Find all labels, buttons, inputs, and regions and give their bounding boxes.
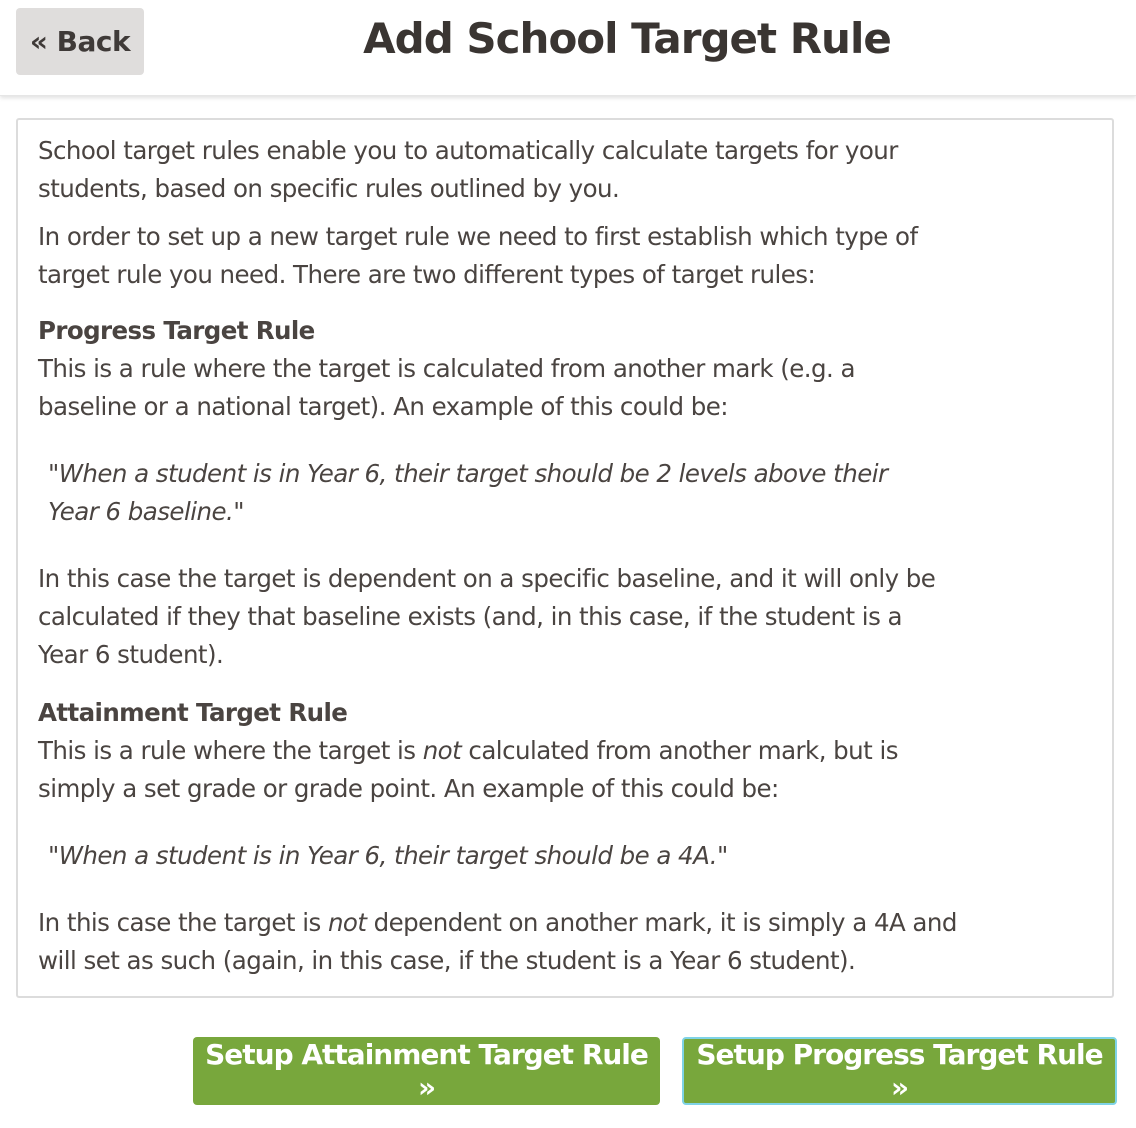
attainment-rule-description: [38, 732, 958, 808]
progress-rule-heading: Progress Target Rule: [38, 316, 315, 345]
text-segment: dependent on another mark, it is simply a 4A and will set as such (again, in this case, if the student is a Year 6 student).: [38, 908, 957, 975]
progress-rule-explanation: In this case the target is dependent on a specific baseline, and it will only be calculated if they that baseline exists (and, in this case, if the student is a Year 6 student).: [38, 564, 936, 669]
page-header: [0, 0, 1136, 96]
text-segment: This is a rule where the target is: [38, 736, 423, 765]
attainment-rule-explanation: [38, 904, 958, 980]
intro-paragraph-2: In order to set up a new target rule we need to first establish which type of target rule you need. There are two different types of target rules:: [38, 222, 918, 289]
progress-rule-description: This is a rule where the target is calculated from another mark (e.g. a baseline or a national target). An example of this could be:: [38, 354, 855, 421]
setup-progress-rule-button[interactable]: Setup Progress Target Rule »: [682, 1037, 1117, 1105]
back-button[interactable]: « Back: [16, 8, 144, 75]
progress-rule-example: "When a student is in Year 6, their target should be 2 levels above their Year 6 baseline.": [48, 459, 888, 526]
text-segment: calculated from another mark, but is simply a set grade or grade point. An example of this could be:: [38, 736, 898, 803]
emphasis-text: not: [327, 908, 367, 937]
page-title: Add School Target Rule: [363, 14, 891, 63]
text-segment: In this case the target is: [38, 908, 328, 937]
setup-attainment-rule-button[interactable]: Setup Attainment Target Rule »: [193, 1037, 660, 1105]
attainment-rule-heading: Attainment Target Rule: [38, 698, 348, 727]
attainment-rule-example: "When a student is in Year 6, their target should be a 4A.": [48, 841, 728, 870]
emphasis-text: not: [422, 736, 462, 765]
intro-paragraph: School target rules enable you to automatically calculate targets for your students, based on specific rules outlined by you.: [38, 136, 898, 203]
info-panel: [16, 118, 1114, 998]
